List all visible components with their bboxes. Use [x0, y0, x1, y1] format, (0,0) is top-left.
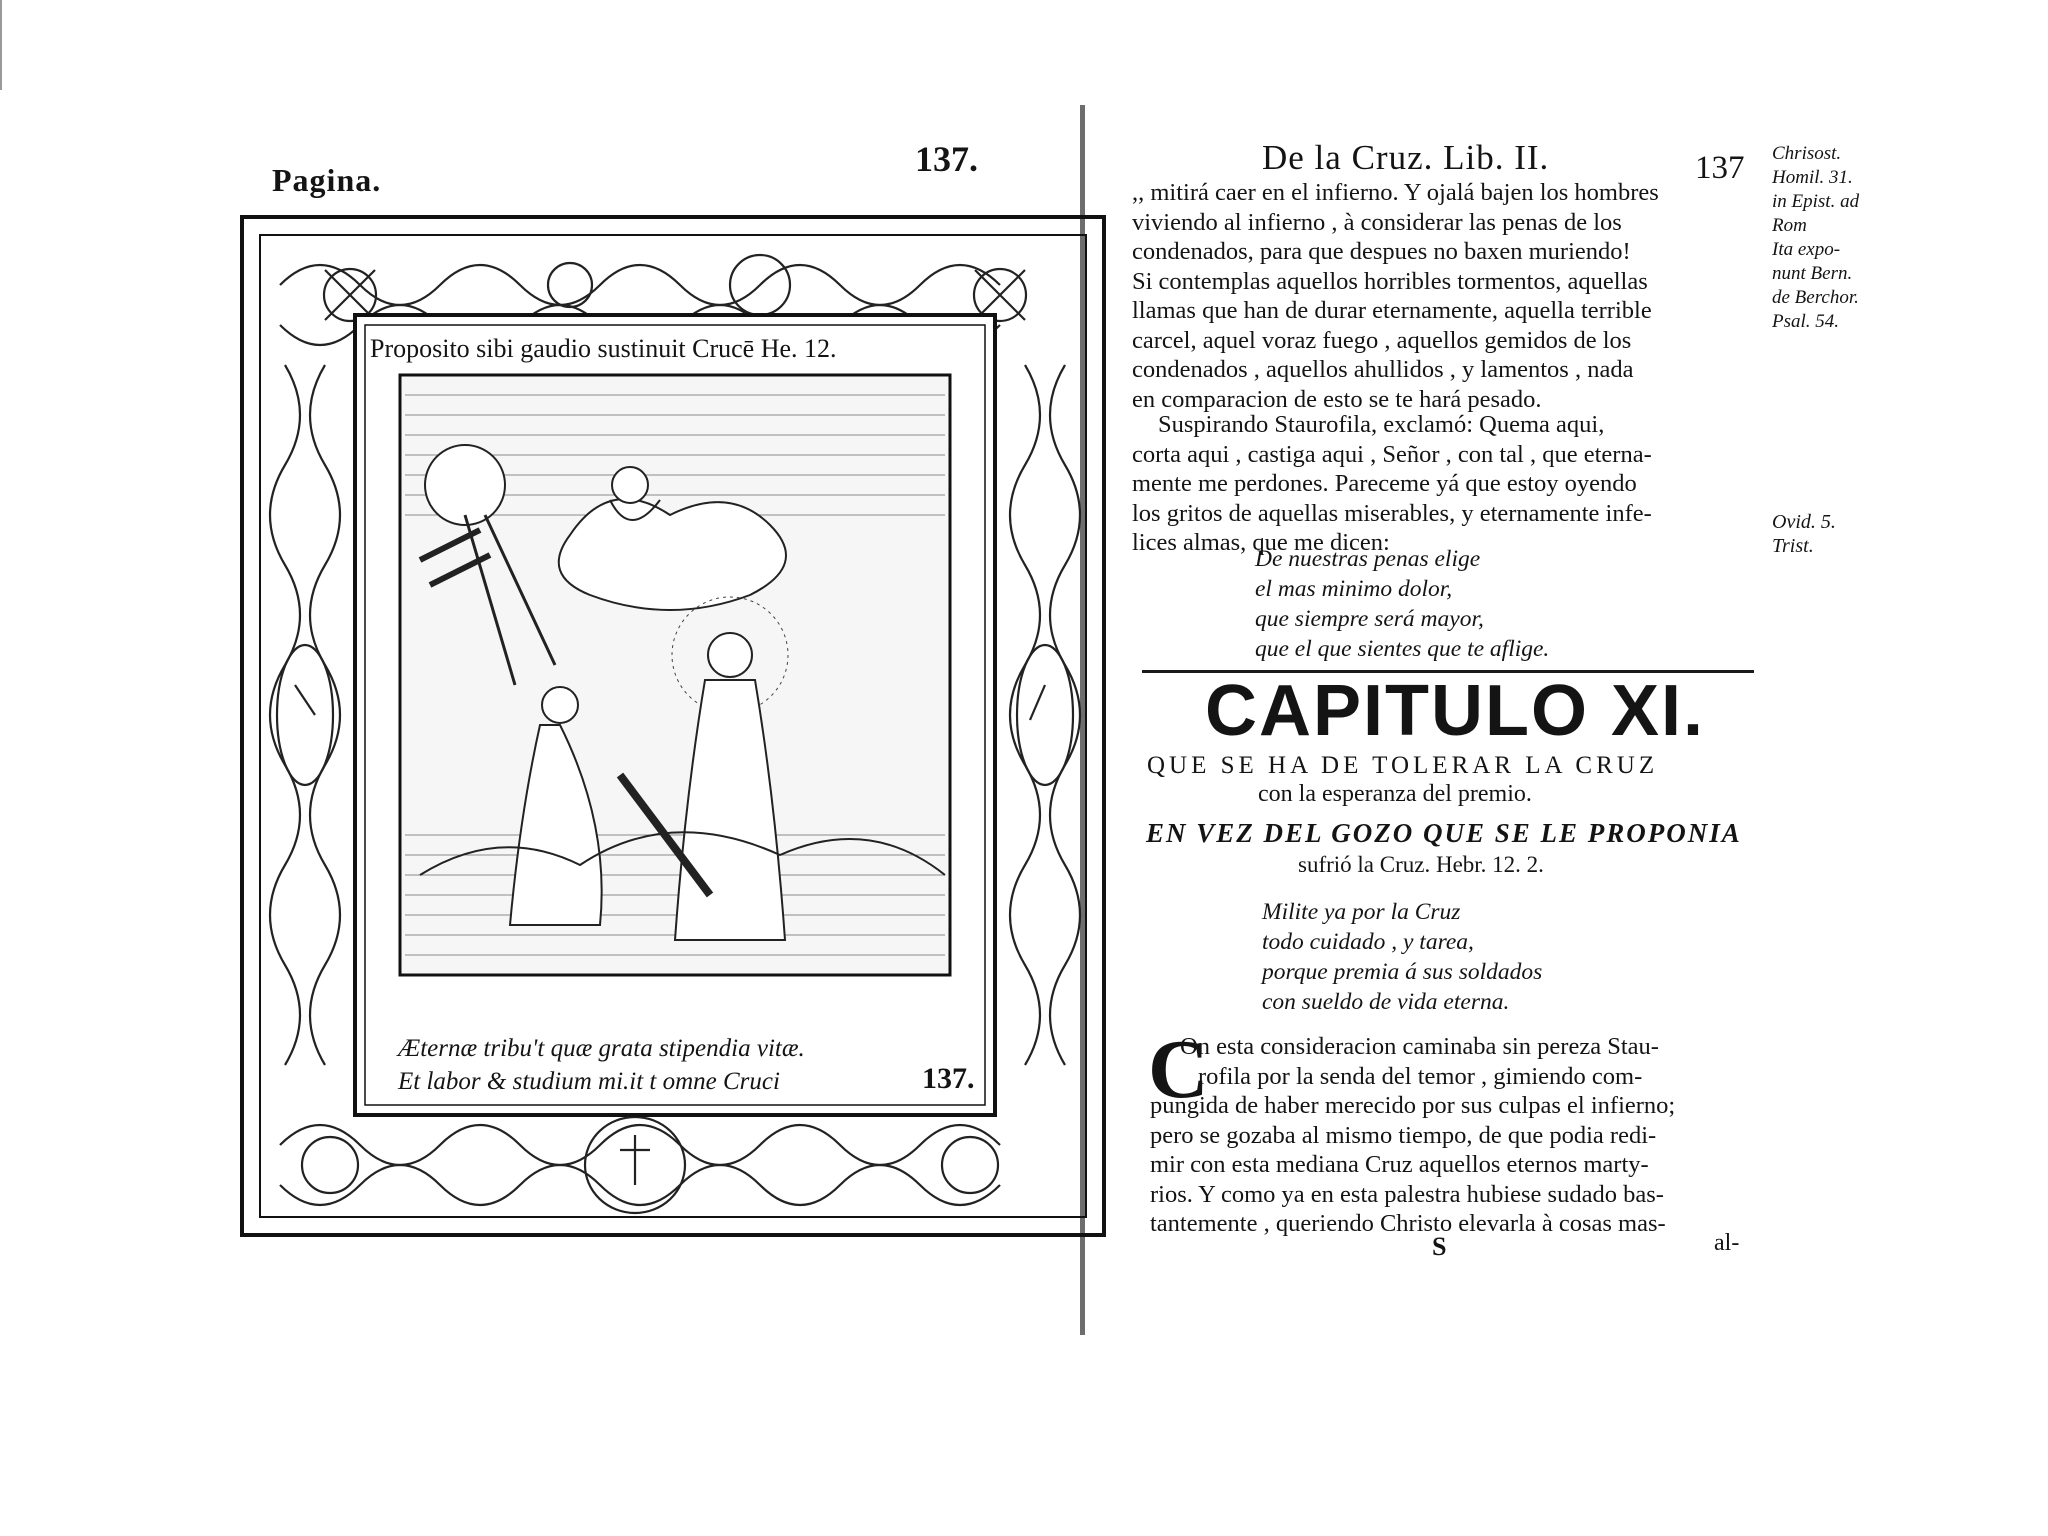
- margin-note-ovid: [1772, 510, 1836, 558]
- floral-border-bottom: [280, 1117, 1000, 1213]
- left-page-label: Pagina.: [272, 162, 382, 198]
- margin-line: Ovid. 5.: [1772, 511, 1836, 533]
- body-paragraph-2: [1132, 410, 1762, 558]
- text-line: los gritos de aquellas miserables, y eternamente infe-: [1132, 499, 1652, 527]
- text-line: Suspirando Staurofila, exclamó: Quema aqui,: [1158, 411, 1605, 438]
- caption-line: Et labor & studium mi.it t omne Cruci: [398, 1068, 780, 1095]
- left-page-number: 137.: [915, 139, 978, 179]
- chapter-epigraph-ref: sufrió la Cruz. Hebr. 12. 2.: [1298, 852, 1544, 877]
- margin-line: de Berchor.: [1772, 287, 1859, 308]
- catchword: al-: [1714, 1230, 1740, 1256]
- chapter-body-text: [1150, 1032, 1748, 1239]
- kneeling-figure: [542, 687, 578, 723]
- margin-line: Homil. 31.: [1772, 167, 1853, 188]
- text-line: condenados , aquellos ahullidos , y lamentos , nada: [1132, 356, 1634, 383]
- running-title: De la Cruz. Lib. II.: [1262, 138, 1550, 177]
- verse-block-2: [1262, 897, 1542, 1017]
- verse-line: el mas minimo dolor,: [1255, 576, 1453, 602]
- text-line: ,, mitirá caer en el infierno. Y ojalá bajen los hombres: [1132, 179, 1659, 206]
- plate-title: Proposito sibi gaudio sustinuit Crucē He. 12.: [370, 334, 837, 363]
- plate-number: 137.: [922, 1062, 975, 1095]
- verse-line: que siempre será mayor,: [1255, 606, 1484, 632]
- chapter-title: CAPITULO XI.: [1205, 671, 1706, 751]
- text-line: mir con esta mediana Cruz aquellos eternos marty-: [1150, 1151, 1649, 1178]
- margin-line: Ita expo-: [1772, 239, 1841, 260]
- body-paragraph-1: [1132, 178, 1762, 414]
- margin-line: Psal. 54.: [1772, 311, 1840, 332]
- drop-cap: C: [1148, 1023, 1209, 1116]
- text-line: pungida de haber merecido por sus culpas el infierno;: [1150, 1092, 1676, 1119]
- standing-figure: [708, 633, 752, 677]
- text-line: carcel, aquel voraz fuego , aquellos gemidos de los: [1132, 326, 1632, 354]
- chapter-subtitle-2: con la esperanza del premio.: [1258, 781, 1532, 807]
- scan-edge-line: [0, 0, 2, 90]
- margin-line: nunt Bern.: [1772, 263, 1853, 284]
- text-line: corta aqui , castiga aqui , Señor , con tal , que eterna-: [1132, 440, 1652, 468]
- text-line: rofila por la senda del temor , gimiendo com-: [1198, 1062, 1643, 1090]
- text-line: mente me perdones. Pareceme yá que estoy oyendo: [1132, 470, 1637, 497]
- text-line: llamas que han de durar eternamente, aquella terrible: [1132, 297, 1652, 324]
- caption-line: Æternæ tribu't quæ grata stipendia vitæ.: [398, 1035, 805, 1062]
- chapter-epigraph: EN VEZ DEL GOZO QUE SE LE PROPONIA: [1146, 818, 1742, 848]
- cloud-shape: [559, 499, 786, 610]
- text-line: viviendo al infierno , à considerar las penas de los: [1132, 208, 1622, 236]
- margin-note-chrisost: [1772, 142, 1859, 334]
- verse-line: porque premia á sus soldados: [1262, 959, 1543, 985]
- signature-mark: S: [1432, 1232, 1447, 1261]
- text-line: rios. Y como ya en esta palestra hubiese sudado bas-: [1150, 1180, 1664, 1208]
- text-line: condenados, para que despues no baxen muriendo!: [1132, 238, 1631, 265]
- text-line: lices almas, que me dicen:: [1132, 529, 1390, 556]
- text-line: tantemente , queriendo Christo elevarla à cosas mas-: [1150, 1210, 1666, 1237]
- right-page-number: 137: [1695, 150, 1745, 186]
- verse-line: que el que sientes que te aflige.: [1255, 636, 1550, 662]
- text-line: pero se gozaba al mismo tiempo, de que podia redi-: [1150, 1121, 1657, 1149]
- sun-shape: [425, 445, 505, 525]
- margin-line: Chrisost.: [1772, 143, 1842, 164]
- plate-caption: [398, 1032, 805, 1098]
- margin-line: Rom: [1772, 215, 1807, 236]
- margin-line: in Epist. ad: [1772, 191, 1860, 212]
- text-line: en comparacion de esto se te hará pesado.: [1132, 385, 1542, 413]
- verse-block-1: [1255, 544, 1549, 664]
- margin-line: Trist.: [1772, 535, 1814, 557]
- text-line: Si contemplas aquellos horribles tormentos, aquellas: [1132, 267, 1648, 295]
- verse-line: con sueldo de vida eterna.: [1262, 989, 1510, 1015]
- text-line: On esta consideracion caminaba sin pereza Stau-: [1180, 1033, 1659, 1060]
- verse-line: De nuestras penas elige: [1255, 546, 1481, 572]
- chapter-subtitle: QUE SE HA DE TOLERAR LA CRUZ: [1147, 752, 1659, 779]
- verse-line: todo cuidado , y tarea,: [1262, 929, 1474, 955]
- verse-line: Milite ya por la Cruz: [1262, 899, 1461, 925]
